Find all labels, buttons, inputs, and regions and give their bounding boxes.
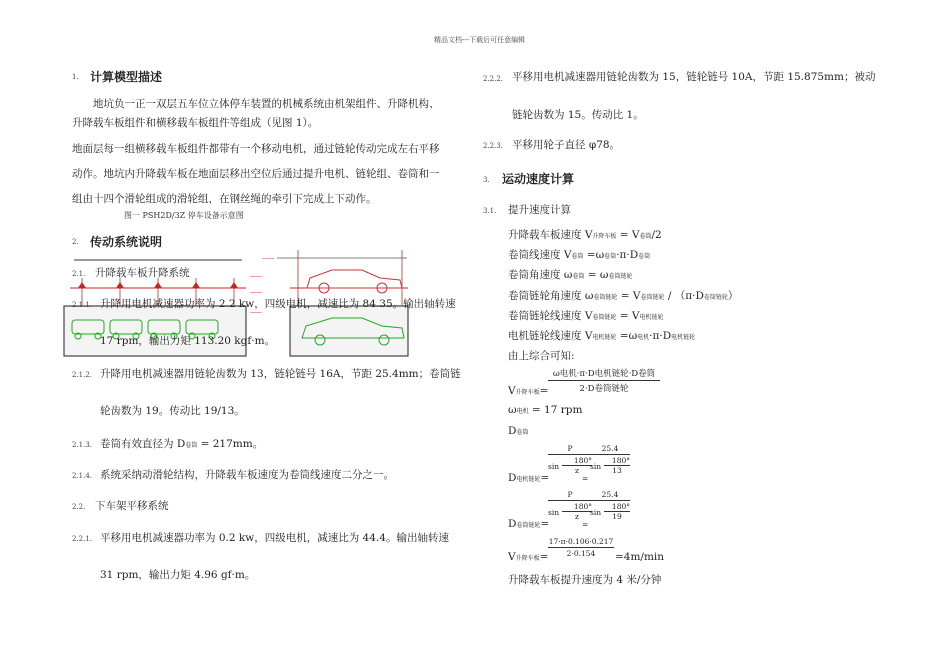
equation-line: 升降载车板速度 V升降车板 = V卷筒/2 [508,229,662,241]
equation-line: D卷筒 [508,425,529,437]
fraction-numerator: 25.4 [601,444,619,453]
paragraph-line: 地坑负一正一双层五车位立体停车装置的机械系统由机架组件、升降机构、 [93,98,440,110]
formula-fraction [548,537,614,558]
item-text: 卷筒有效直径为 D卷筒 = 217mm。 [100,438,264,450]
formula-fraction [548,490,592,521]
fraction-numerator: 25.4 [601,490,619,499]
item-text: 升降用电机减速器功率为 2.2 kw，四级电机，减速比为 84.35。输出轴转速 [100,298,456,310]
equation-line: 卷筒链轮角速度 ω卷筒链轮 = V卷筒链轮 / （π·D卷筒链轮） [508,290,739,302]
item-number: 3.1. [483,207,497,215]
fraction-denominator: z [562,511,592,521]
item-text: 平移用电机减速器功率为 0.2 kw，四级电机，减速比为 44.4。输出轴转速 [100,532,449,544]
item-number: 2.2.3. [483,142,504,150]
fraction-denominator: z [562,465,592,475]
section-title-model: 计算模型描述 [90,70,163,84]
item-text: 下车架平移系统 [95,500,169,512]
paragraph-line: 动作。地坑内升降载车板在地面层移出空位后通过提升电机、链轮组、卷筒和一 [72,168,440,180]
formula-lhs: V升降车板= [508,551,549,563]
sin-term: sin 180° [548,502,592,517]
fraction-denominator: 2·D卷筒链轮 [579,384,629,394]
item-number: 2.1. [72,270,86,278]
fraction-numerator: P [567,444,573,453]
svg-text:────: ──── [250,310,263,316]
formula-lhs: D卷筒链轮= [508,518,550,530]
item-text: 提升速度计算 [508,204,571,216]
item-text: 17 rpm，输出力矩 113.20 kgf·m。 [100,335,276,347]
sin-term: sin 180° [590,456,630,471]
formula-fraction [548,367,660,394]
paragraph-line: 地面层每一组横移载车板组件都带有一个移动电机，通过链轮传动完成左右平移 [72,143,440,155]
item-text: 升降载车板升降系统 [95,267,190,279]
section-number: 3. [483,176,490,184]
equation-line: 卷筒线速度 V卷筒 =ω卷筒·π·D卷筒 [508,249,651,261]
item-number: 2.2.2. [483,75,504,83]
formula-lhs: D电机链轮= [508,472,550,484]
sin-term: sin 180° [590,502,630,517]
equation-line: 卷筒角速度 ω卷筒 = ω卷筒链轮 [508,269,633,281]
svg-text:────: ──── [250,274,263,280]
paragraph-line: 组由十四个滑轮组成的滑轮组，在钢丝绳的牵引下完成上下动作。 [72,193,377,205]
fraction-denominator: 2·0.154 [566,549,596,558]
conclusion-line: 升降载车板提升速度为 4 米/分钟 [508,574,662,586]
section-title-transmission: 传动系统说明 [90,235,163,249]
item-text: 31 rpm，输出力矩 4.96 gf·m。 [100,569,256,581]
item-text: 平移用电机减速器用链轮齿数为 15，链轮链号 10A，节距 15.875mm；被动 [512,71,876,83]
svg-text:────: ──── [262,256,275,262]
sin-term: sin 180° [548,456,592,471]
section-number: 2. [72,238,79,246]
fraction-denominator: 13 [604,465,630,475]
section-title-speed: 运动速度计算 [502,172,575,186]
equation-line: ω电机 = 17 rpm [508,404,583,416]
item-number: 2.2.1. [72,535,93,543]
formula-lhs: V升降车板= [508,385,549,397]
formula-result: =4m/min [615,551,665,563]
item-text: 升降用电机减速器用链轮齿数为 13，链轮链号 16A，节距 25.4mm；卷筒链 [100,368,461,380]
equation-line: 卷筒链轮线速度 V卷筒链轮 = V电机链轮 [508,310,664,322]
formula-fraction [548,444,592,475]
item-number: 2.1.4. [72,472,93,480]
item-number: 2.1.1. [72,301,93,309]
formula-fraction [590,444,630,475]
item-text: 轮齿数为 19。传动比 19/13。 [100,405,245,417]
fraction-numerator: P [567,490,573,499]
equals-sign: = [582,474,589,483]
item-number: 2.1.3. [72,441,93,449]
fraction-denominator: 19 [604,511,630,521]
equals-sign: = [582,520,589,529]
equation-line: 电机链轮线速度 V电机链轮 =ω电机·π·D电机链轮 [508,330,696,342]
item-number: 2.1.2. [72,371,93,379]
formula-fraction [590,490,630,521]
figure-caption: 图一 PSH2D/3Z 停车设备示意图 [124,211,244,220]
item-text: 平移用轮子直径 φ78。 [512,139,621,151]
fraction-numerator: ω电机·π·D电机链轮·D卷筒 [552,369,656,379]
item-text: 系统采纳动滑轮结构，升降载车板速度为卷筒线速度二分之一。 [100,469,394,481]
page-header: 精品文档---下载后可任意编辑 [434,36,526,44]
section-number: 1. [72,73,79,81]
item-number: 2.2. [72,503,86,511]
fraction-numerator: 17·π·0.106·0.217 [548,537,614,546]
item-text: 链轮齿数为 15。传动比 1。 [512,109,644,121]
equation-line: 由上综合可知: [508,350,575,362]
paragraph-line: 升降载车板组件和横移载车板组件等组成（见图 1）。 [72,117,319,129]
svg-text:────: ──── [250,290,263,296]
